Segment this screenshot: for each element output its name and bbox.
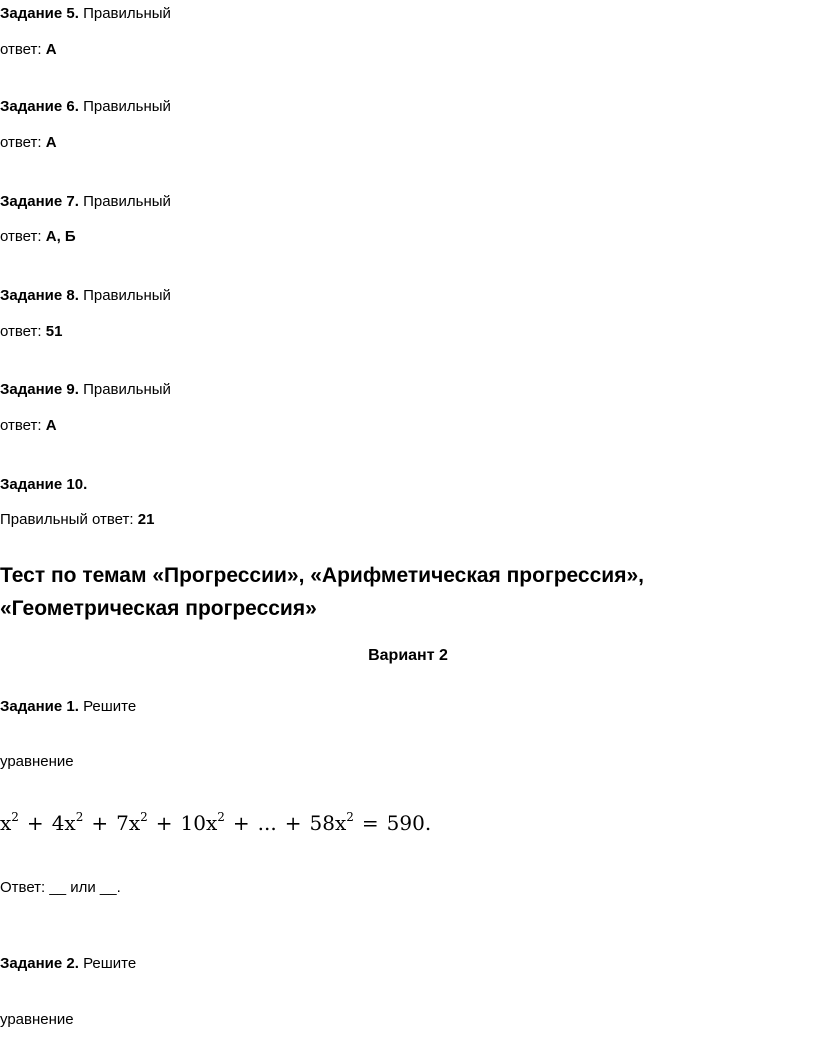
- task2-line1: [0, 954, 136, 974]
- task8-answer-value: 51: [45, 323, 63, 340]
- task5-line1: [0, 4, 171, 24]
- task8-line2: [0, 322, 62, 342]
- eq-plus-5: +: [284, 811, 302, 835]
- eq-plus-4: +: [232, 811, 250, 835]
- eq-term-6: $58x^2$: [309, 810, 354, 835]
- task10-line2: [0, 510, 154, 530]
- section-title-line2: «Геометрическая прогрессия»: [0, 597, 317, 620]
- task9-line2: [0, 416, 57, 436]
- task1-line1: [0, 697, 136, 717]
- task8-label: Задание 8.: [0, 287, 79, 304]
- task7-label: Задание 7.: [0, 193, 79, 210]
- task8-line1: [0, 286, 171, 306]
- task9-answer-label: ответ:: [0, 417, 46, 434]
- task10-answer-label: Правильный ответ:: [0, 511, 138, 528]
- task7-answer-value: А, Б: [45, 228, 76, 245]
- eq-term-4: $10x^2$: [180, 810, 225, 835]
- task8-text: Правильный: [78, 287, 171, 304]
- task7-answer-label: ответ:: [0, 228, 46, 245]
- task1-label: Задание 1.: [0, 698, 79, 715]
- task6-line1: [0, 97, 171, 117]
- eq-term-1: $x^2$: [0, 810, 19, 835]
- task5-label: Задание 5.: [0, 5, 79, 22]
- task9-text: Правильный: [78, 381, 171, 398]
- eq-equals: =: [361, 811, 379, 835]
- eq-term-2: $4x^2$: [51, 810, 84, 835]
- eq-plus-1: +: [26, 811, 44, 835]
- task5-answer-value: А: [45, 41, 57, 58]
- task7-text: Правильный: [78, 193, 171, 210]
- section-title-line1: Тест по темам «Прогрессии», «Арифметическая прогрессия»,: [0, 564, 644, 587]
- task9-line1: [0, 380, 171, 400]
- task10-label: Задание 10.: [0, 476, 88, 493]
- task1-equation: [0, 808, 431, 838]
- task5-line2: [0, 40, 57, 60]
- task9-answer-value: А: [45, 417, 57, 434]
- eq-plus-2: +: [91, 811, 109, 835]
- task5-text: Правильный: [78, 5, 171, 22]
- task1-line2: уравнение: [0, 753, 74, 770]
- task8-answer-label: ответ:: [0, 323, 46, 340]
- eq-term-3: $7x^2$: [116, 810, 148, 835]
- task7-line2: [0, 227, 76, 247]
- task9-label: Задание 9.: [0, 381, 79, 398]
- task6-answer-label: ответ:: [0, 134, 46, 151]
- task2-line2: уравнение: [0, 1011, 74, 1028]
- variant-title: Вариант 2: [368, 647, 448, 664]
- task1-answer-prompt: Ответ: __ или __.: [0, 879, 121, 896]
- task10-line1: [0, 475, 87, 495]
- eq-rhs: 590.: [386, 811, 432, 835]
- task2-label: Задание 2.: [0, 955, 79, 972]
- eq-term-ellipsis: ...: [257, 811, 277, 835]
- task10-answer-value: 21: [137, 511, 155, 528]
- task2-text: Решите: [78, 955, 137, 972]
- task6-answer-value: А: [45, 134, 57, 151]
- task6-label: Задание 6.: [0, 98, 79, 115]
- task1-text: Решите: [78, 698, 137, 715]
- task5-answer-label: ответ:: [0, 41, 46, 58]
- eq-plus-3: +: [155, 811, 173, 835]
- task6-text: Правильный: [78, 98, 171, 115]
- task7-line1: [0, 192, 171, 212]
- task6-line2: [0, 133, 57, 153]
